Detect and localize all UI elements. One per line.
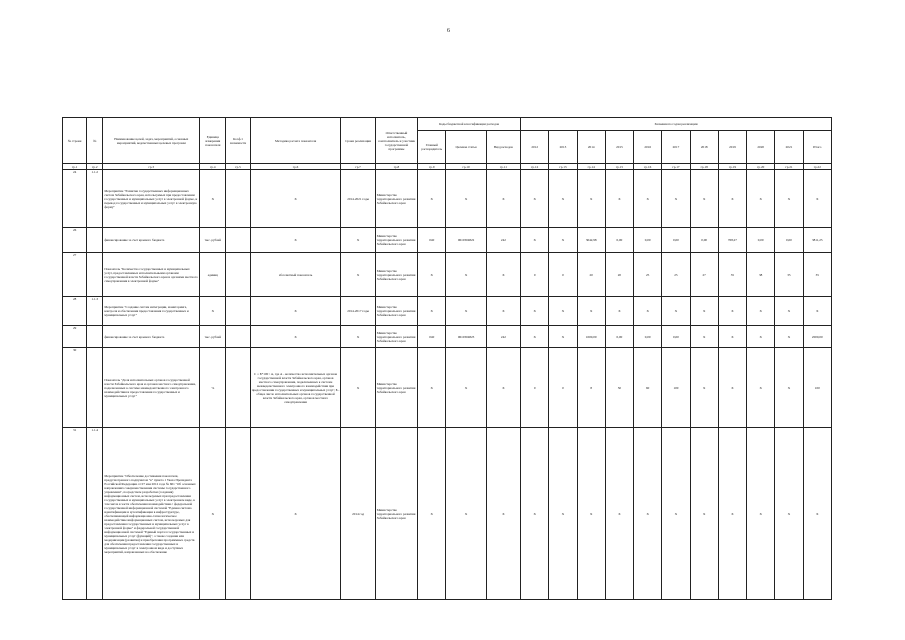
row-term: 2014-2017 годы [341,297,375,326]
row-no: 27 [63,253,87,297]
table-row [63,348,832,428]
row-value: 25 [662,253,690,297]
row-value: Х [605,170,633,228]
header-year-0: 2012 [521,131,549,164]
row-executor: Министерство территориального развития Забайкальского края [375,326,417,348]
header-year-1: 2013 [549,131,577,164]
row-value: 35 [775,253,803,297]
row-code: 242 [486,228,520,253]
row-value: Х [803,297,831,326]
row-value: Х [747,170,775,228]
row-value: 27 [690,253,718,297]
row-value: Х [577,428,605,600]
col-number: гр.18 [690,164,718,170]
row-value: 25 [634,253,662,297]
header-executor: Ответственный исполнитель, соисполнитель и участник государственной программы [375,118,417,164]
row-value: 60 [634,348,662,428]
row-code: 0610304823 [446,326,486,348]
header-year-7: 2019 [718,131,746,164]
col-number: гр.19 [718,164,746,170]
row-name: Показатель "Количество государственных и муниципальных услуг, предоставляемых исполнительными органами государственной власти Забайкальского края и органами местного самоуправления в электронной форме" [103,253,200,297]
row-value: Х [549,297,577,326]
row-value: Х [718,348,746,428]
row-code: Х [486,428,520,600]
header-year-4: 2016 [634,131,662,164]
col-number: гр.3 [103,164,200,170]
row-term: 2014 год [341,428,375,600]
row-unit: Х [200,297,226,326]
row-executor: Министерство территориального развития Забайкальского края [375,428,417,600]
row-value: Х [549,170,577,228]
row-value: 0,00 [690,228,718,253]
table-row [63,228,832,253]
header-year-6: 2018 [690,131,718,164]
row-code: Х [446,170,486,228]
row-value: Х [549,228,577,253]
row-method: абсолютный показатель [250,253,341,297]
header-codes-group: Коды бюджетной классификации расходов [418,118,521,131]
row-value: Х [803,428,831,600]
row-value: Х [521,428,549,600]
row-value: Х [577,297,605,326]
row-value: Х [662,297,690,326]
col-number: гр.14 [577,164,605,170]
row-num: 1.1.2 [87,170,103,228]
row-value: Х [549,326,577,348]
row-executor: Министерство территориального развития Забайкальского края [375,253,417,297]
header-year-10: Итого [803,131,831,164]
row-coef [226,170,250,228]
row-term: Х [341,228,375,253]
row-code: 242 [486,326,520,348]
header-code-1: Целевая статья [446,131,486,164]
row-value: 0,00 [747,228,775,253]
row-value: Х [718,297,746,326]
row-code: Х [446,348,486,428]
row-value: 0,00 [605,326,633,348]
row-value: Х [634,297,662,326]
row-coef [226,297,250,326]
row-code: Х [486,297,520,326]
col-number: гр.11 [486,164,520,170]
row-unit: тыс. рублей [200,326,226,348]
row-value: 0,00 [605,228,633,253]
row-executor: Министерство территориального развития Забайкальского края [375,170,417,228]
row-code: Х [486,170,520,228]
table-row [63,428,832,600]
row-no: 31 [63,428,87,600]
row-num [87,348,103,428]
col-number: гр.9 [418,164,446,170]
row-value: Х [775,170,803,228]
row-method: Х [250,297,341,326]
row-no: 28 [63,297,87,326]
row-value: 0,00 [662,326,690,348]
row-value: 100 [803,348,831,428]
row-value: 0 [521,253,549,297]
row-value: Х [718,428,746,600]
row-method: С = Б*100 / А, где А - количество исполнительных органов государственной власти Забайкальского края, органов местного самоуправления, подключенных к системе межведомственного электронного взаимодействия при предоставлении государственных и муниципальных услуг; Б - общее число исполнительных органов государственной власти Забайкальского края, органов местного самоуправления [250,348,341,428]
row-num [87,228,103,253]
row-value: 0,00 [634,326,662,348]
col-number: гр.6 [250,164,341,170]
header-row-no: № строки [63,118,87,164]
col-number: гр.21 [775,164,803,170]
row-value: Х [747,428,775,600]
col-number: гр.1 [63,164,87,170]
row-unit: % [200,348,226,428]
row-value: 0 [521,348,549,428]
col-number: гр.2 [87,164,103,170]
row-code: 040 [418,326,446,348]
header-code-2: Вид расходов [486,131,520,164]
row-term: Х [341,348,375,428]
header-values-group: Значения по годам реализации [521,118,832,131]
row-code: Х [486,253,520,297]
row-value: 768,27 [718,228,746,253]
row-value: 20 [577,253,605,297]
row-executor: Министерство территориального развития Забайкальского края [375,297,417,326]
row-no: 29 [63,326,87,348]
row-value: 1000,00 [577,326,605,348]
page-number: 6 [447,28,450,34]
row-value: Х [775,297,803,326]
table-row [63,297,832,326]
row-num [87,326,103,348]
row-code: Х [418,348,446,428]
row-value: Х [747,348,775,428]
col-number: гр.13 [549,164,577,170]
col-number: гр.8 [375,164,417,170]
row-value: Х [718,326,746,348]
row-value: Х [605,297,633,326]
row-value: Х [775,428,803,600]
row-coef [226,428,250,600]
header-coef: Коэф-т значимости [226,118,250,164]
row-code: Х [418,170,446,228]
row-method: Х [250,228,341,253]
header-unit: Единица измерения показателя [200,118,226,164]
row-code: Х [418,253,446,297]
header-year-2: 2014 [577,131,605,164]
row-value: 38 [747,253,775,297]
header-year-5: 2017 [662,131,690,164]
header-year-8: 2020 [747,131,775,164]
row-name: Мероприятие "Обеспечение достижения показателя, предусмотренного подпунктом "в" пункта 1 Указа Президента Российской Федерации от 07 мая 2012 года № 601 "Об основных направлениях совершенствования системы государственного управления", посредством разработки (создания) информационных систем, используемых при предоставлении государственных и муниципальных услуг в электронном виде, в том числе в части обеспечения взаимодействия с федеральной государственной информационной системой "Единая система идентификации и аутентификации в инфраструктуре, обеспечивающей информационно-технологическое взаимодействие информационных систем, используемых для предоставления государственных и муниципальных услуг в электронной форме" и федеральной государственной информационной системой "Единый портал государственных и муниципальных услуг (функций)", а также создания или модернизации (развития) и приобретения программных средств для обеспечения предоставления государственных и муниципальных услуг в электронном виде и доступных мероприятий, направленных на обеспечение [103,428,200,600]
table-row [63,326,832,348]
row-code: Х [446,253,486,297]
table-row [63,253,832,297]
row-executor: Министерство территориального развития Забайкальского края [375,228,417,253]
row-coef [226,253,250,297]
row-name: Мероприятие "Развитие государственных информационных систем Забайкальского края, используемых при предоставлении государственных и муниципальных услуг в электронной форме, и перевод государственных и муниципальных услуг в электронную форму" [103,170,200,228]
header-name: Наименование целей, задач, мероприятий, основных мероприятий, ведомственных целевых программ [103,118,200,164]
program-table [62,117,832,600]
row-value: Х [521,326,549,348]
row-value: Х [549,428,577,600]
row-value: Х [605,428,633,600]
row-name: финансирование за счет краевого бюджета [103,228,200,253]
row-unit: тыс. рублей [200,228,226,253]
header-method: Методика расчета показателя [250,118,341,164]
row-num: 1.1.3 [87,297,103,326]
row-value: Х [690,326,718,348]
header-year-3: 2015 [605,131,633,164]
row-value: Х [521,297,549,326]
col-number: гр.22 [803,164,831,170]
row-coef [226,228,250,253]
row-value: 50 [605,348,633,428]
col-number: гр.10 [446,164,486,170]
row-value: Х [775,326,803,348]
row-num: 1.1.4 [87,428,103,600]
row-name: финансирование за счет краевого бюджета [103,326,200,348]
row-value: 0,00 [775,228,803,253]
row-method: Х [250,428,341,600]
row-value: Х [775,348,803,428]
col-number: гр.4 [200,164,226,170]
row-value: Х [747,326,775,348]
row-value: 35 [718,253,746,297]
row-value: Х [521,170,549,228]
row-value: Х [690,428,718,600]
row-value: Х [521,228,549,253]
row-name: Показатель "Доля исполнительных органов государственной власти Забайкальского края и органов местного самоуправления, подключенных к системе межведомственного электронного взаимодействия и предоставления государственных и муниципальных услуг" [103,348,200,428]
row-value: 0 [549,253,577,297]
row-value: Х [634,170,662,228]
row-value: 20 [605,253,633,297]
row-value: Х [577,170,605,228]
table-row [63,170,832,228]
row-no: 26 [63,228,87,253]
row-value: 0,00 [662,228,690,253]
row-value: Х [690,348,718,428]
row-unit: единиц [200,253,226,297]
row-coef [226,326,250,348]
col-number: гр.7 [341,164,375,170]
header-num: № [87,118,103,164]
row-value: 3811,25 [803,228,831,253]
row-value: 2000,00 [803,326,831,348]
row-code: 0610304822 [446,228,486,253]
col-number: гр.12 [521,164,549,170]
row-coef [226,348,250,428]
row-value: Х [634,428,662,600]
col-number: гр.16 [634,164,662,170]
col-number: гр.15 [605,164,633,170]
row-value: Х [690,297,718,326]
row-value: 100 [662,348,690,428]
row-value: Х [718,170,746,228]
row-term: 2014-2021 годы [341,170,375,228]
row-unit: Х [200,428,226,600]
col-number: гр.5 [226,164,250,170]
row-name: Мероприятие "Создание систем интеграции, мониторинга, контроля и обеспечения предоставления государственных и муниципальных услуг" [103,297,200,326]
col-number: гр.20 [747,164,775,170]
row-no: 24 [63,170,87,228]
row-unit: Х [200,170,226,228]
row-value: 35 [803,253,831,297]
row-term: Х [341,253,375,297]
row-code: Х [418,428,446,600]
row-code: Х [418,297,446,326]
col-number: гр.17 [662,164,690,170]
row-value: Х [662,170,690,228]
row-value: 8 [577,348,605,428]
row-method: Х [250,170,341,228]
header-code-0: Главный распорядитель [418,131,446,164]
header-year-9: 2021 [775,131,803,164]
row-num [87,253,103,297]
row-method: Х [250,326,341,348]
header-term: Сроки реализации [341,118,375,164]
row-value: 0 [549,348,577,428]
row-value: Х [803,170,831,228]
row-value: Х [690,170,718,228]
row-code: Х [486,348,520,428]
row-no: 30 [63,348,87,428]
row-value: 0,00 [634,228,662,253]
row-term: Х [341,326,375,348]
row-value: 3042,98 [577,228,605,253]
row-code: Х [446,297,486,326]
row-executor: Министерство территориального развития Забайкальского края [375,348,417,428]
row-value: Х [662,428,690,600]
row-code: 040 [418,228,446,253]
row-code: Х [446,428,486,600]
row-value: Х [747,297,775,326]
